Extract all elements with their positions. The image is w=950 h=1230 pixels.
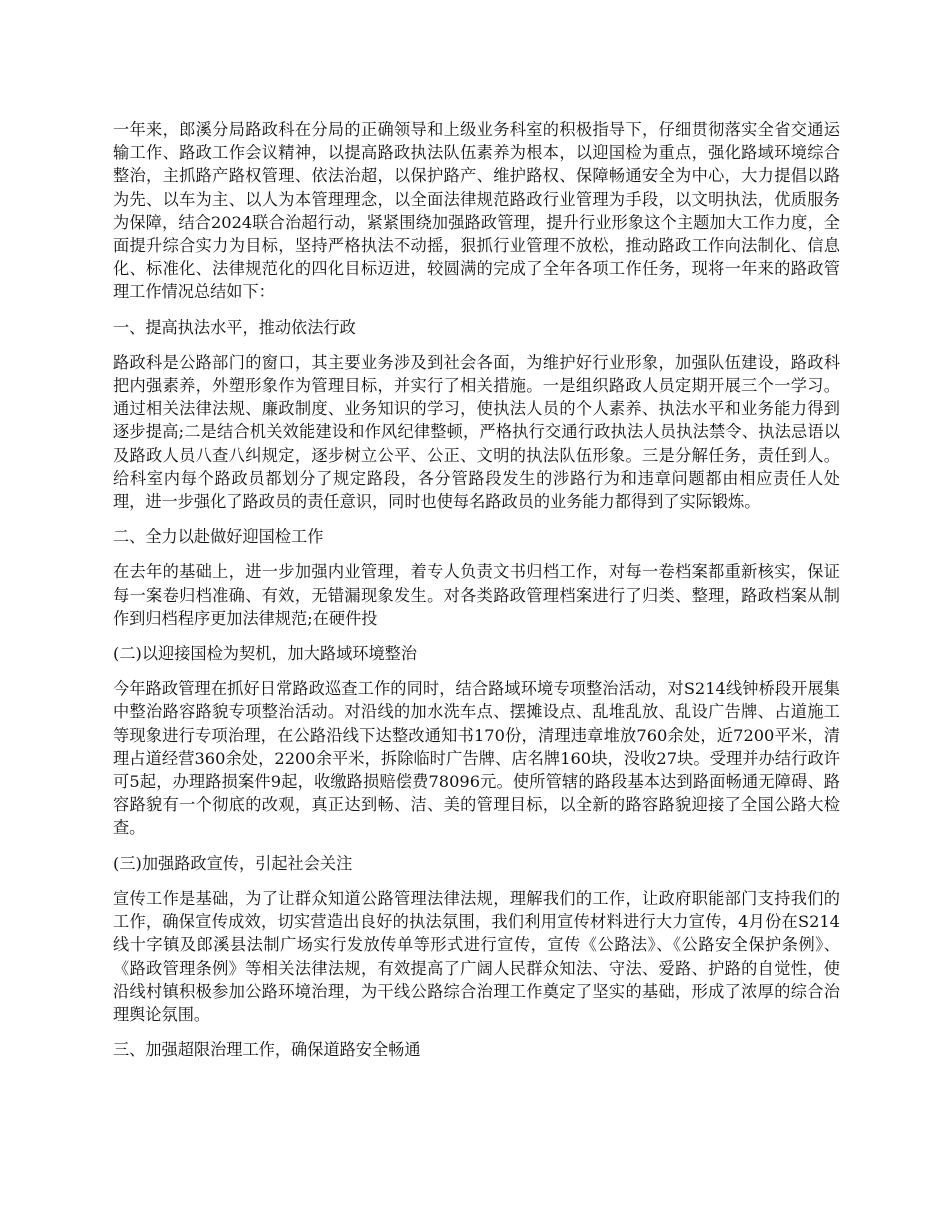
subsection-heading-2-3: (三)加强路政宣传，引起社会关注 [113, 853, 353, 873]
section-heading-2: 二、全力以赴做好迎国检工作 [113, 527, 324, 547]
subsection-2-3-paragraph: 宣传工作是基础，为了让群众知道公路管理法律法规，理解我们的工作，让政府职能部门支持我们的工作，确保宣传成效，切实营造出良好的执法氛围，我们利用宣传材料进行大力宣传，4月份在S214线十字镇及郎溪县法制广场实行发放传单等形式进行宣传，宣传《公路法》、《公路安全保护条例》、《路政管理条例》等相关法律法规，有效提高了广阔人民群众知法、守法、爱路、护路的自觉性，使沿线村镇积极参加公路环境治理，为干线公路综合治理工作奠定了坚实的基础，形成了浓厚的综合治理舆论氛围。 [113, 888, 840, 1024]
subsection-heading-2-2: (二)以迎接国检为契机，加大路域环境整治 [113, 644, 418, 664]
subsection-2-2-paragraph: 今年路政管理在抓好日常路政巡查工作的同时，结合路域环境专项整治活动，对S214线钟桥段开展集中整治路容路貌专项整治活动。对沿线的加水洗车点、摆摊设点、乱堆乱放、乱设广告牌、占道施工等现象进行专项治理，在公路沿线下达整改通知书170份，清理违章堆放760余处，近7200平米，清理占道经营360余处，2200余平米，拆除临时广告牌、店名牌160块，没收27块。受理并办结行政许可5起，办理路损案件9起，收缴路损赔偿费78096元。使所管辖的路段基本达到路面畅通无障碍、路容路貌有一个彻底的改观，真正达到畅、洁、美的管理目标，以全新的路容路貌迎接了全国公路大检查。 [113, 679, 840, 838]
section-heading-3: 三、加强超限治理工作，确保道路安全畅通 [113, 1040, 421, 1060]
document-body [113, 118, 840, 1073]
intro-paragraph: 一年来，郎溪分局路政科在分局的正确领导和上级业务科室的积极指导下，仔细贯彻落实全省交通运输工作、路政工作会议精神，以提高路政执法队伍素养为根本，以迎国检为重点，强化路域环境综合整治，主抓路产路权管理、依法治超，以保护路产、维护路权、保障畅通安全为中心，大力提倡以路为先、以车为主、以人为本管理理念，以全面法律规范路政行业管理为手段，以文明执法，优质服务为保障，结合2024联合治超行动，紧紧围绕加强路政管理，提升行业形象这个主题加大工作力度，全面提升综合实力为目标，坚持严格执法不动摇，狠抓行业管理不放松，推动路政工作向法制化、信息化、标准化、法律规范化的四化目标迈进，较圆满的完成了全年各项工作任务，现将一年来的路政管理工作情况总结如下： [113, 120, 840, 302]
section-1-paragraph: 路政科是公路部门的窗口，其主要业务涉及到社会各面，为维护好行业形象，加强队伍建设，路政科把内强素养，外塑形象作为管理目标，并实行了相关措施。一是组织路政人员定期开展三个一学习。通过相关法律法规、廉政制度、业务知识的学习，使执法人员的个人素养、执法水平和业务能力得到逐步提高;二是结合机关效能建设和作风纪律整顿，严格执行交通行政执法人员执法禁令、执法忌语以及路政人员八查八纠规定，逐步树立公平、公正、文明的执法队伍形象。三是分解任务，责任到人。给科室内每个路政员都划分了规定路段，各分管路段发生的涉路行为和违章问题都由相应责任人处理，进一步强化了路政员的责任意识，同时也使每名路政员的业务能力都得到了实际锻炼。 [113, 352, 840, 512]
section-2-paragraph: 在去年的基础上，进一步加强内业管理，着专人负责文书归档工作，对每一卷档案都重新核实，保证每一案卷归档准确、有效，无错漏现象发生。对各类路政管理档案进行了归类、整理，路政档案从制作到归档程序更加法律规范;在硬件投 [113, 562, 840, 628]
section-heading-1: 一、提高执法水平，推动依法行政 [113, 317, 356, 337]
